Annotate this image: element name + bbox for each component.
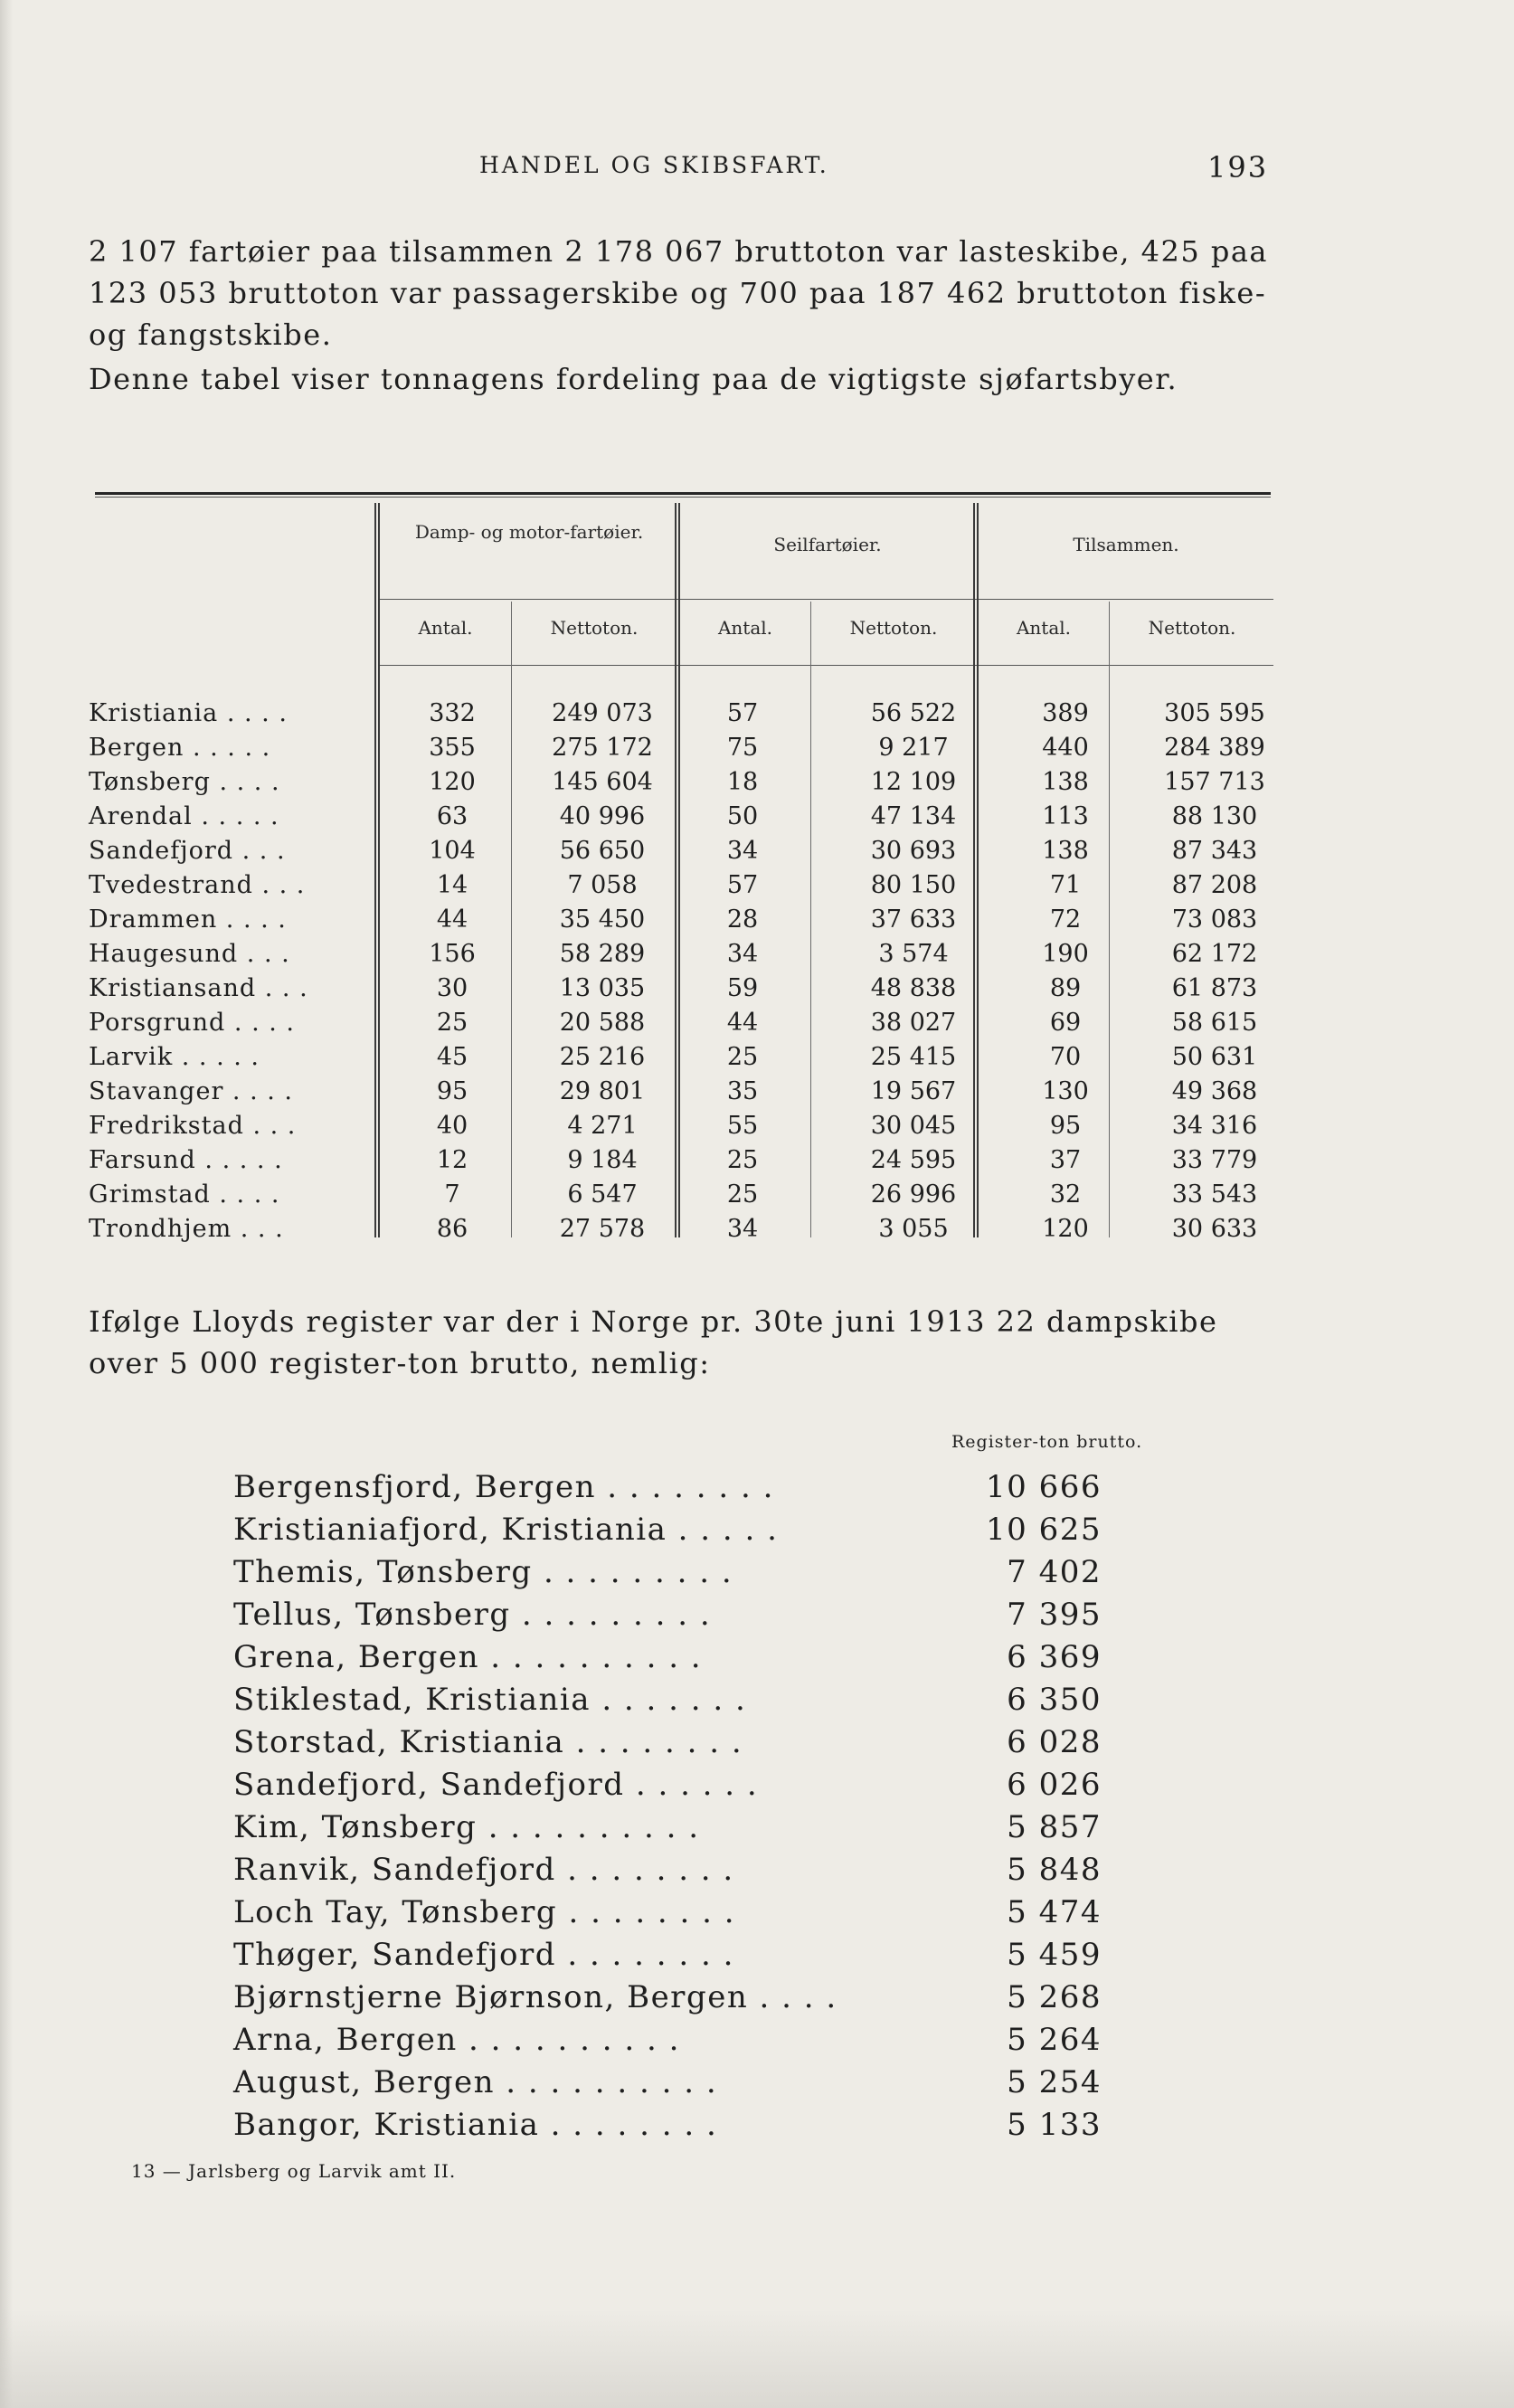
seil-nettoton: 25 415 <box>870 1043 957 1071</box>
city-name: Porsgrund . . . . <box>89 1009 296 1037</box>
total-antal: 138 <box>1042 837 1089 865</box>
ship-tonnage: 6 028 <box>1007 1724 1102 1760</box>
total-antal: 120 <box>1042 1215 1089 1243</box>
city-name: Kristiansand . . . <box>89 974 308 1002</box>
city-name: Farsund . . . . . <box>89 1146 283 1174</box>
list-item <box>233 1724 1102 1766</box>
damp-nettoton: 35 450 <box>559 905 646 934</box>
damp-antal: 95 <box>436 1077 468 1105</box>
group-header-seil: Seilfartøier. <box>773 534 882 555</box>
page-edge <box>0 0 13 2408</box>
city-name: Fredrikstad . . . <box>89 1112 297 1140</box>
damp-antal: 7 <box>444 1180 460 1209</box>
running-head: HANDEL OG SKIBSFART. <box>479 152 829 178</box>
table-row <box>89 1009 1282 1042</box>
table-row <box>89 802 1282 836</box>
table-row <box>89 974 1282 1008</box>
ship-tonnage: 7 402 <box>1007 1554 1102 1590</box>
ship-name: Themis, Tønsberg . . . . . . . . . <box>233 1554 733 1590</box>
list-item <box>233 1767 1102 1808</box>
damp-antal: 332 <box>429 699 476 727</box>
city-name: Tønsberg . . . . <box>89 768 280 796</box>
list-item <box>233 2107 1102 2148</box>
ship-name: Bergensfjord, Bergen . . . . . . . . <box>233 1469 774 1505</box>
table-row <box>89 1146 1282 1180</box>
total-nettoton: 87 343 <box>1171 837 1258 865</box>
ship-tonnage: 5 848 <box>1007 1852 1102 1888</box>
total-antal: 138 <box>1042 768 1089 796</box>
total-nettoton: 62 172 <box>1171 940 1258 968</box>
total-nettoton: 58 615 <box>1171 1009 1258 1037</box>
city-name: Haugesund . . . <box>89 940 290 968</box>
ship-name: Grena, Bergen . . . . . . . . . . <box>233 1639 703 1675</box>
ships-column-header: Register-ton brutto. <box>951 1432 1143 1452</box>
seil-nettoton: 3 055 <box>878 1215 949 1243</box>
intro-paragraph: 2 107 fartøier paa tilsammen 2 178 067 bruttoton var lasteskibe, 425 paa 123 053 bruttoton var passagerskibe og 700 paa 187 462 bruttoton fiske- og fangstskibe. <box>89 234 1268 352</box>
table-row <box>89 1112 1282 1145</box>
seil-antal: 55 <box>726 1112 759 1140</box>
damp-antal: 25 <box>436 1009 468 1037</box>
total-antal: 72 <box>1049 905 1082 934</box>
damp-antal: 120 <box>429 768 476 796</box>
table-row <box>89 1180 1282 1214</box>
damp-antal: 86 <box>436 1215 468 1243</box>
damp-nettoton: 7 058 <box>567 871 638 899</box>
seil-nettoton: 48 838 <box>870 974 957 1002</box>
seil-antal: 44 <box>726 1009 759 1037</box>
seil-antal: 75 <box>726 734 759 762</box>
total-antal: 69 <box>1049 1009 1082 1037</box>
table-row <box>89 1043 1282 1076</box>
list-item <box>233 1979 1102 2021</box>
damp-antal: 104 <box>429 837 476 865</box>
seil-nettoton: 38 027 <box>870 1009 957 1037</box>
table-row <box>89 1077 1282 1111</box>
table-row <box>89 871 1282 905</box>
seil-antal: 18 <box>726 768 759 796</box>
damp-nettoton: 249 073 <box>552 699 653 727</box>
ship-name: Tellus, Tønsberg . . . . . . . . . <box>233 1597 712 1633</box>
ship-name: Sandefjord, Sandefjord . . . . . . <box>233 1767 759 1803</box>
seil-nettoton: 30 693 <box>870 837 957 865</box>
ship-name: Storstad, Kristiania . . . . . . . . <box>233 1724 743 1760</box>
damp-nettoton: 27 578 <box>559 1215 646 1243</box>
ship-tonnage: 5 268 <box>1007 1979 1102 2015</box>
ship-tonnage: 6 369 <box>1007 1639 1102 1675</box>
ship-name: Arna, Bergen . . . . . . . . . . <box>233 2022 680 2058</box>
list-item <box>233 2064 1102 2106</box>
damp-antal: 40 <box>436 1112 468 1140</box>
city-name: Larvik . . . . . <box>89 1043 260 1071</box>
sub-header-antal-1: Antal. <box>418 617 473 639</box>
page-bottom-shade <box>0 2308 1514 2408</box>
damp-antal: 44 <box>436 905 468 934</box>
page-footer: 13 — Jarlsberg og Larvik amt II. <box>131 2160 457 2182</box>
damp-nettoton: 20 588 <box>559 1009 646 1037</box>
list-item <box>233 2022 1102 2063</box>
list-item <box>233 1894 1102 1936</box>
table-row <box>89 940 1282 973</box>
seil-nettoton: 80 150 <box>870 871 957 899</box>
ship-tonnage: 6 350 <box>1007 1682 1102 1718</box>
seil-antal: 28 <box>726 905 759 934</box>
ship-name: Stiklestad, Kristiania . . . . . . . <box>233 1682 747 1718</box>
total-antal: 440 <box>1042 734 1089 762</box>
total-nettoton: 49 368 <box>1171 1077 1258 1105</box>
seil-nettoton: 26 996 <box>870 1180 957 1209</box>
total-nettoton: 34 316 <box>1171 1112 1258 1140</box>
seil-antal: 57 <box>726 871 759 899</box>
sub-header-antal-2: Antal. <box>717 617 773 639</box>
total-nettoton: 30 633 <box>1171 1215 1258 1243</box>
table-row <box>89 905 1282 939</box>
damp-nettoton: 58 289 <box>559 940 646 968</box>
seil-nettoton: 9 217 <box>878 734 949 762</box>
sub-header-nettoton-3: Nettoton. <box>1148 617 1236 639</box>
city-name: Tvedestrand . . . <box>89 871 306 899</box>
table-intro-paragraph: Denne tabel viser tonnagens fordeling paa de vigtigste sjøfartsbyer. <box>89 362 1178 396</box>
seil-nettoton: 12 109 <box>870 768 957 796</box>
city-name: Stavanger . . . . <box>89 1077 294 1105</box>
total-nettoton: 157 713 <box>1164 768 1265 796</box>
total-nettoton: 61 873 <box>1171 974 1258 1002</box>
damp-nettoton: 40 996 <box>559 802 646 830</box>
ship-name: Loch Tay, Tønsberg . . . . . . . . <box>233 1894 736 1930</box>
seil-antal: 59 <box>726 974 759 1002</box>
damp-nettoton: 275 172 <box>552 734 653 762</box>
total-nettoton: 88 130 <box>1171 802 1258 830</box>
city-name: Kristiania . . . . <box>89 699 288 727</box>
list-item <box>233 1469 1102 1511</box>
total-antal: 71 <box>1049 871 1082 899</box>
seil-antal: 34 <box>726 1215 759 1243</box>
seil-nettoton: 47 134 <box>870 802 957 830</box>
seil-antal: 57 <box>726 699 759 727</box>
list-item <box>233 1512 1102 1553</box>
table-row <box>89 768 1282 801</box>
table-row <box>89 837 1282 870</box>
group-header-tilsammen: Tilsammen. <box>1073 534 1179 555</box>
list-item <box>233 1682 1102 1723</box>
seil-nettoton: 56 522 <box>870 699 957 727</box>
ship-tonnage: 5 264 <box>1007 2022 1102 2058</box>
damp-antal: 63 <box>436 802 468 830</box>
seil-antal: 25 <box>726 1180 759 1209</box>
total-nettoton: 87 208 <box>1171 871 1258 899</box>
damp-nettoton: 6 547 <box>567 1180 638 1209</box>
table-row <box>89 1215 1282 1248</box>
ship-tonnage: 5 254 <box>1007 2064 1102 2100</box>
sub-header-antal-3: Antal. <box>1016 617 1072 639</box>
total-antal: 37 <box>1049 1146 1082 1174</box>
ship-name: Kristianiafjord, Kristiania . . . . . <box>233 1512 779 1548</box>
sub-header-nettoton-2: Nettoton. <box>849 617 938 639</box>
city-name: Drammen . . . . <box>89 905 287 934</box>
total-nettoton: 50 631 <box>1171 1043 1258 1071</box>
damp-antal: 12 <box>436 1146 468 1174</box>
list-item <box>233 1809 1102 1851</box>
city-name: Trondhjem . . . <box>89 1215 284 1243</box>
total-antal: 130 <box>1042 1077 1089 1105</box>
list-item <box>233 1597 1102 1638</box>
seil-nettoton: 3 574 <box>878 940 949 968</box>
list-item <box>233 1554 1102 1596</box>
ship-tonnage: 10 625 <box>986 1512 1102 1548</box>
damp-nettoton: 56 650 <box>559 837 646 865</box>
total-nettoton: 73 083 <box>1171 905 1258 934</box>
ship-name: Kim, Tønsberg . . . . . . . . . . <box>233 1809 700 1845</box>
total-antal: 389 <box>1042 699 1089 727</box>
ship-name: Bangor, Kristiania . . . . . . . . <box>233 2107 718 2143</box>
seil-antal: 35 <box>726 1077 759 1105</box>
total-nettoton: 33 543 <box>1171 1180 1258 1209</box>
ship-name: August, Bergen . . . . . . . . . . <box>233 2064 718 2100</box>
sub-header-nettoton-1: Nettoton. <box>550 617 639 639</box>
total-antal: 95 <box>1049 1112 1082 1140</box>
damp-nettoton: 25 216 <box>559 1043 646 1071</box>
total-antal: 32 <box>1049 1180 1082 1209</box>
seil-nettoton: 19 567 <box>870 1077 957 1105</box>
ship-name: Ranvik, Sandefjord . . . . . . . . <box>233 1852 734 1888</box>
total-nettoton: 305 595 <box>1164 699 1265 727</box>
ship-tonnage: 7 395 <box>1007 1597 1102 1633</box>
table-row <box>89 699 1282 733</box>
damp-nettoton: 29 801 <box>559 1077 646 1105</box>
damp-nettoton: 9 184 <box>567 1146 638 1174</box>
seil-antal: 34 <box>726 940 759 968</box>
ship-tonnage: 5 133 <box>1007 2107 1102 2143</box>
list-item <box>233 1852 1102 1893</box>
total-antal: 70 <box>1049 1043 1082 1071</box>
table-top-rule-thin <box>95 497 1271 498</box>
list-item <box>233 1937 1102 1978</box>
total-antal: 89 <box>1049 974 1082 1002</box>
total-antal: 113 <box>1042 802 1089 830</box>
ship-tonnage: 5 459 <box>1007 1937 1102 1973</box>
seil-nettoton: 37 633 <box>870 905 957 934</box>
damp-antal: 14 <box>436 871 468 899</box>
seil-antal: 25 <box>726 1146 759 1174</box>
damp-antal: 156 <box>429 940 476 968</box>
damp-nettoton: 4 271 <box>567 1112 638 1140</box>
ship-tonnage: 6 026 <box>1007 1767 1102 1803</box>
damp-antal: 30 <box>436 974 468 1002</box>
seil-antal: 50 <box>726 802 759 830</box>
total-antal: 190 <box>1042 940 1089 968</box>
sub-header-rule <box>378 665 1273 666</box>
total-nettoton: 284 389 <box>1164 734 1265 762</box>
damp-nettoton: 145 604 <box>552 768 653 796</box>
group-header-rule <box>378 599 1273 600</box>
list-item <box>233 1639 1102 1681</box>
ship-name: Bjørnstjerne Bjørnson, Bergen . . . . <box>233 1979 837 2015</box>
total-nettoton: 33 779 <box>1171 1146 1258 1174</box>
seil-nettoton: 24 595 <box>870 1146 957 1174</box>
damp-nettoton: 13 035 <box>559 974 646 1002</box>
city-name: Arendal . . . . . <box>89 802 279 830</box>
seil-antal: 34 <box>726 837 759 865</box>
seil-nettoton: 30 045 <box>870 1112 957 1140</box>
ship-tonnage: 10 666 <box>986 1469 1102 1505</box>
ship-name: Thøger, Sandefjord . . . . . . . . <box>233 1937 734 1973</box>
damp-antal: 45 <box>436 1043 468 1071</box>
page-number: 193 <box>1207 150 1269 185</box>
city-name: Grimstad . . . . <box>89 1180 280 1209</box>
damp-antal: 355 <box>429 734 476 762</box>
seil-antal: 25 <box>726 1043 759 1071</box>
ship-tonnage: 5 474 <box>1007 1894 1102 1930</box>
group-header-damp: Damp- og motor-fartøier. <box>414 521 644 543</box>
ship-tonnage: 5 857 <box>1007 1809 1102 1845</box>
table-top-rule <box>95 492 1271 495</box>
city-name: Bergen . . . . . <box>89 734 271 762</box>
city-name: Sandefjord . . . <box>89 837 286 865</box>
table-row <box>89 734 1282 767</box>
lloyds-paragraph: Ifølge Lloyds register var der i Norge pr. 30te juni 1913 22 dampskibe over 5 000 register-ton brutto, nemlig: <box>89 1304 1218 1380</box>
